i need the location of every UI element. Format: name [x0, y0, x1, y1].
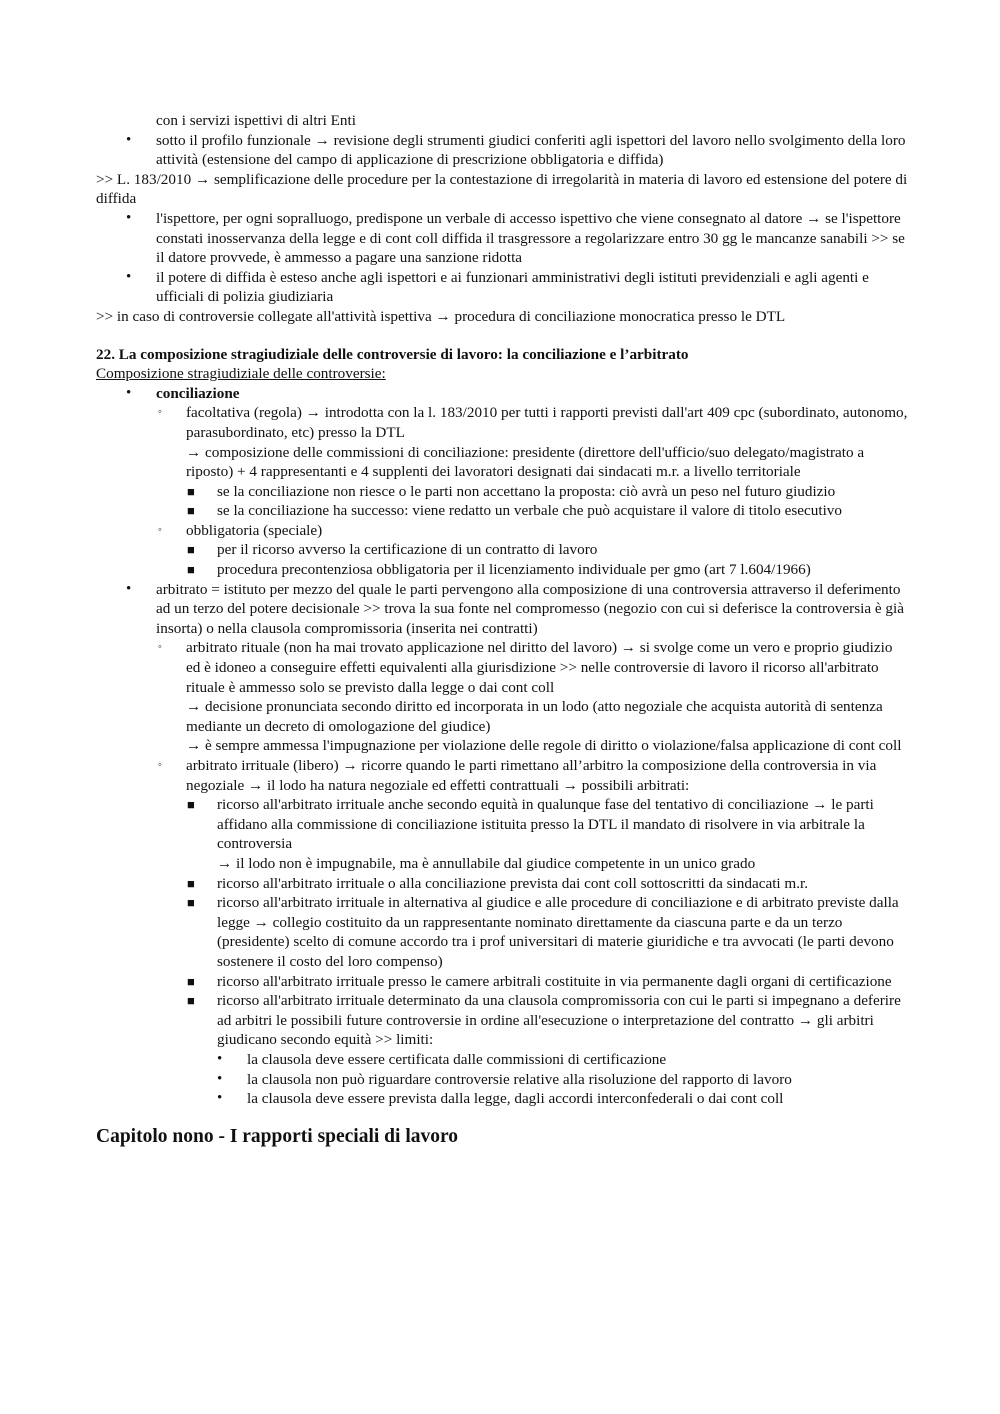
square-marker: ■ [187, 895, 195, 911]
bullet-marker: • [217, 1090, 223, 1107]
square-marker: ■ [187, 562, 195, 578]
list-item-text: arbitrato rituale (non ha mai trovato applicazione nel diritto del lavoro) → si svolge come un vero e proprio giudizio ed è idoneo a conseguire effetti equivalenti alla giurisdizione >> nelle controversie di lavoro il ricorso all'arbitrato rituale è ammesso solo se previsto dalla legge o dai cont coll [186, 639, 893, 696]
list-item-ispettore [96, 209, 908, 268]
list-item-irrituale-alternativa [96, 893, 908, 971]
circle-marker: ◦ [158, 523, 162, 536]
bullet-marker: • [126, 209, 132, 226]
bullet-marker: • [217, 1050, 223, 1067]
list-item-conciliazione [96, 384, 908, 404]
list-item-irrituale-camere [96, 972, 908, 992]
list-item-potere-diffida [96, 268, 908, 307]
list-item-text: se la conciliazione ha successo: viene redatto un verbale che può acquistare il valore di titolo esecutivo [217, 502, 842, 520]
spacer [96, 327, 908, 345]
square-marker: ■ [187, 542, 195, 558]
list-item-arbitrato-rituale [96, 638, 908, 756]
list-item-funzionale [96, 131, 908, 170]
list-item-successo [96, 501, 908, 521]
list-item-text: la clausola deve essere prevista dalla legge, dagli accordi interconfederali o dai cont coll [247, 1090, 784, 1108]
circle-marker: ◦ [158, 759, 162, 771]
paragraph-enti: con i servizi ispettivi di altri Enti [156, 112, 356, 129]
list-item-arbitrato [96, 580, 908, 639]
list-item-limit-certificata [96, 1050, 908, 1070]
list-item-text: l'ispettore, per ogni sopralluogo, predispone un verbale di accesso ispettivo che viene consegnato al datore → se l'ispettore constati inosservanza della legge e di cont coll diffida il trasgressore a regolarizzare entro 30 gg le mancanze sanabili >> se il datore provvede, è ammesso a pagare una sanzione ridotta [156, 209, 905, 267]
list-item-facoltativa [96, 403, 908, 481]
square-marker: ■ [187, 503, 195, 519]
paragraph-law-2010: >> L. 183/2010 → semplificazione delle procedure per la contestazione di irregolarità in materia di lavoro ed estensione del potere di diffida [96, 170, 908, 208]
list-item-text: ricorso all'arbitrato irrituale presso le camere arbitrali costituite in via permanente dagli organi di certificazione [217, 972, 892, 990]
list-item-continuation: → decisione pronunciata secondo diritto ed incorporata in un lodo (atto negoziale che acquista autorità di sentenza mediante un decreto di omologazione del giudice) [186, 698, 883, 735]
circle-marker: ◦ [158, 641, 162, 654]
square-marker: ■ [187, 875, 195, 891]
list-item-irrituale-equita [96, 795, 908, 873]
list-item-irrituale-cont-coll [96, 874, 908, 894]
list-item-text: obbligatoria (speciale) [186, 521, 323, 539]
list-item-text: ricorso all'arbitrato irrituale in alternativa al giudice e alle procedure di conciliazione e di arbitrato previste dalla legge → collegio costituito da un rappresentante nominato direttamente da ciascuna parte e da un terzo (presidente) scelto di comune accordo tra i prof universitari di materie giuridiche e tra avvocati (le parti devono sostenere il costo del loro compenso) [217, 894, 899, 970]
list-item-text: la clausola deve essere certificata dalle commissioni di certificazione [247, 1050, 667, 1068]
section-subtitle: Composizione stragiudiziale delle controversie: [96, 365, 386, 383]
list-item-continuation: → il lodo non è impugnabile, ma è annullabile dal giudice competente in un unico grado [217, 854, 756, 872]
list-item-obbl-certificazione [96, 540, 908, 560]
square-marker: ■ [187, 483, 195, 499]
list-item-limit-legge [96, 1089, 908, 1109]
section-heading: 22. La composizione stragiudiziale delle controversie di lavoro: la conciliazione e l’arbitrato [96, 345, 689, 363]
circle-marker: ◦ [158, 406, 162, 419]
list-item-label: conciliazione [156, 384, 240, 402]
list-item-text: arbitrato irrituale (libero) → ricorre quando le parti rimettano all’arbitro la composizione della controversia in via negoziale → il lodo ha natura negoziale ed effetti contrattuali → possibili arbitrati: [186, 757, 877, 794]
list-item-text: sotto il profilo funzionale → revisione degli strumenti giudici conferiti agli ispettori del lavoro nello svolgimento della loro attività (estensione del campo di applicazione di prescrizione obbligatoria e diffida) [156, 131, 906, 169]
list-item-irrituale-clausola [96, 991, 908, 1050]
list-item-continuation: → composizione delle commissioni di conciliazione: presidente (direttore dell'ufficio/suo delegato/magistrato a riposto) + 4 rappresentanti e 4 supplenti dei lavoratori designati dai sindacati m.r. a livello territoriale [186, 443, 865, 481]
list-item-text: la clausola non può riguardare controversie relative alla risoluzione del rapporto di lavoro [247, 1070, 792, 1088]
square-marker: ■ [187, 797, 195, 813]
list-item-text: ricorso all'arbitrato irrituale anche secondo equità in qualunque fase del tentativo di conciliazione → le parti affidano alla commissione di conciliazione istituita presso la DTL il mandato di risolvere in via arbitrale la controversia [217, 796, 874, 853]
bullet-marker: • [126, 384, 132, 401]
list-item-continuation: → è sempre ammessa l'impugnazione per violazione delle regole di diritto o violazione/falsa applicazione di cont coll [186, 737, 902, 755]
chapter-heading: Capitolo nono - I rapporti speciali di lavoro [96, 1125, 459, 1147]
list-item-non-riesce [96, 482, 908, 502]
list-item-text: ricorso all'arbitrato irrituale determinato da una clausola compromissoria con cui le parti si impegnano a deferire ad arbitri le possibili future controversie in ordine all'esecuzione o interpretazione del contratto → gli arbitri giudicano secondo equità >> limiti: [217, 992, 901, 1049]
list-item-text: arbitrato = istituto per mezzo del quale le parti pervengono alla composizione di una controversia attraverso il deferimento ad un terzo del potere decisionale >> trova la sua fonte nel compromesso (negozio con cui si deferisce la controversia è già insorta) o nella clausola compromissoria (inserita nei contratti) [156, 580, 904, 637]
document-page [96, 111, 908, 1149]
bullet-marker: • [126, 580, 132, 597]
list-item-arbitrato-irrituale [96, 756, 908, 795]
list-item-text: se la conciliazione non riesce o le parti non accettano la proposta: ciò avrà un peso nel futuro giudizio [217, 482, 836, 500]
list-item-obbligatoria [96, 521, 908, 541]
list-item-text: ricorso all'arbitrato irrituale o alla conciliazione prevista dai cont coll sottoscritti da sindacati m.r. [217, 874, 809, 892]
list-item-text: per il ricorso avverso la certificazione di un contratto di lavoro [217, 541, 598, 559]
list-item-text: facoltativa (regola) → introdotta con la l. 183/2010 per tutti i rapporti previsti dall'art 409 cpc (subordinato, autonomo, parasubordinato, etc) presso la DTL [186, 404, 908, 441]
list-item-text: procedura precontenziosa obbligatoria per il licenziamento individuale per gmo (art 7 l.604/1966) [217, 561, 811, 579]
bullet-marker: • [217, 1070, 223, 1087]
paragraph-controversie: >> in caso di controversie collegate all'attività ispettiva → procedura di conciliazione monocratica presso le DTL [96, 307, 786, 325]
bullet-marker: • [126, 131, 132, 148]
square-marker: ■ [187, 973, 195, 989]
list-item-text: il potere di diffida è esteso anche agli ispettori e ai funzionari amministrativi degli istituti previdenziali e agli agenti e ufficiali di polizia giudiziaria [156, 268, 869, 306]
list-item-limit-risoluzione [96, 1070, 908, 1090]
list-item-obbl-precontenziosa [96, 560, 908, 580]
bullet-marker: • [126, 268, 132, 285]
square-marker: ■ [187, 993, 195, 1009]
